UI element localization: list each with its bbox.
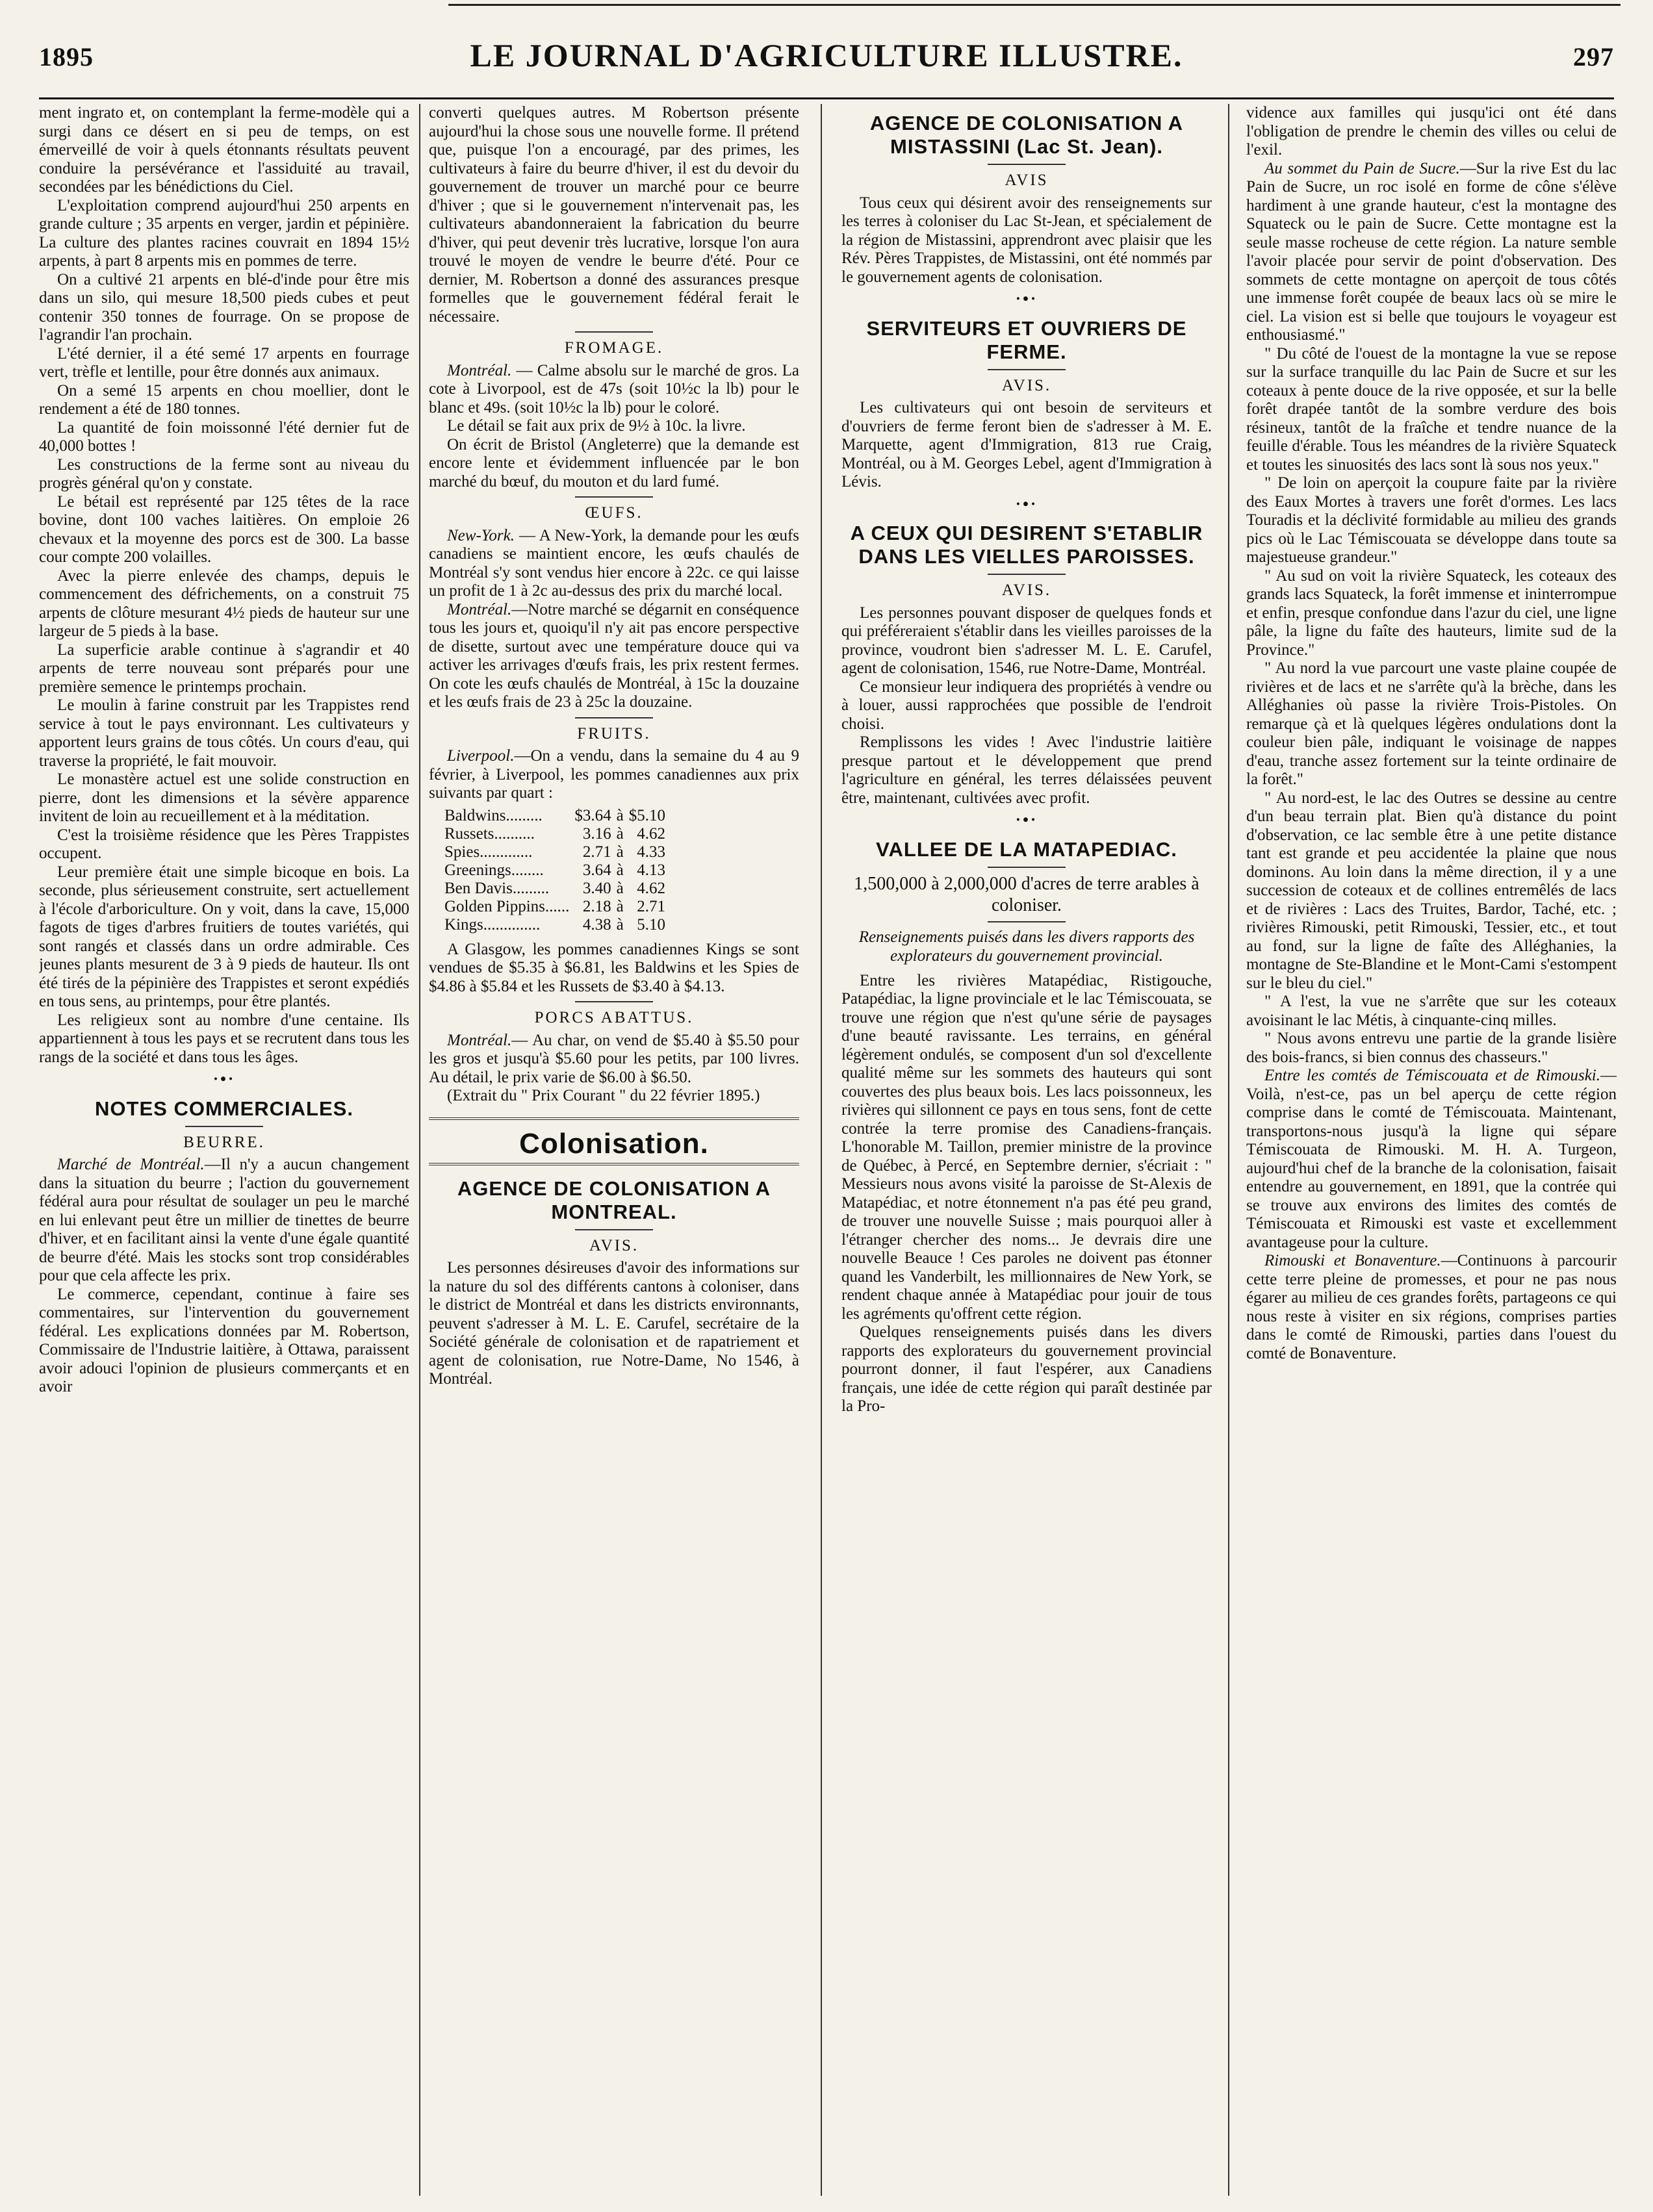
paragraph: Le détail se fait aux prix de 9½ à 10c. la livre. [447, 417, 746, 435]
paragraph: —On a vendu, dans la semaine du 4 au 9 février, à Liverpool, les pommes canadiennes aux prix suivants par quart : [429, 747, 799, 802]
paragraph: —Notre marché se dégarnit en conséquence tous les jours et, quoiqu'il n'y ait pas encore perspective de disette, surtout avec une température douce qui va activer les arrivages d'œufs frais, les prix restent fermes. On cote les œufs chaulés de Montréal, à 15c la douzaine et les œufs frais de 23 à 25c la douzaine. [429, 600, 799, 711]
paragraph: Les religieux sont au nombre d'une centaine. Ils appartiennent à tous les pays et se recrutent dans tous les rangs de la société et dans tous les âges. [39, 1011, 409, 1066]
inline-lead: Rimouski et Bonaventure. [1264, 1252, 1441, 1269]
apple-price-table [444, 807, 671, 934]
table-cell: 4.62 [637, 824, 665, 843]
oeufs-heading: ŒUFS. [585, 504, 643, 522]
column-2 [429, 104, 799, 2196]
paragraph: — Au char, on vend de $5.40 à $5.50 pour les gros et jusqu'à $5.60 pour les petits, par 100 livres. Au détail, le prix varie de $6.00 à $6.50. [429, 1031, 799, 1086]
paragraph: " De loin on aperçoit la coupure faite par la rivière des Eaux Mortes à travers une forêt d'ormes. Les lacs Touradis et la déclivité formidable au milieu des grands pics où le Lac Témiscouata se développe dans toute sa majestueuse grandeur." [1246, 474, 1617, 566]
serviteurs-heading: SERVITEURS ET OUVRIERS DE FERME. [866, 316, 1187, 363]
column-separator [821, 104, 822, 2196]
top-rule [448, 4, 1621, 6]
paragraph: Le commerce, cependant, continue à faire ses commentaires, sur l'intervention du gouvernement fédéral. Les explications données par M. Robertson, Commissaire de l'Industrie laitière, à Ottawa, paraissent avoir adouci l'opinion de plusieurs commerçants et en avoir [39, 1285, 409, 1395]
column-1 [39, 104, 409, 2196]
paragraph: Le monastère actuel est une solide construction en pierre, dont les dimensions et la sévère apparence invitent de loin au recueillement et à la méditation. [39, 770, 409, 825]
table-cell: à [616, 915, 624, 934]
paragraph: " Au nord-est, le lac des Outres se dessine au centre d'un beau terrain plat. Bien qu'à distance du point d'observation, ce lac semble être à une petite distance tant est grande et peu accidentée la plaine que nous dominons. Au loin dans la même direction, il y a une succession de coteaux et de collines entremêlés de lacs et de rivières : Lacs des Truites, Bardor, Taché, etc. ; rivières Rimouski, petit Rimouski, Tessier, etc., et tout au fond, sur la ligne de faîte des Alléghanies, la montagne de Ste-Blandine et le Mont-Cami s'estompent sur le bleu du ciel." [1246, 789, 1617, 992]
header-rule [39, 97, 1614, 99]
paragraph: L'exploitation comprend aujourd'hui 250 arpents en grande culture ; 35 arpents en verger, jardin et pépinière. La culture des plantes racines couvrait en 1894 15½ arpents, à part 8 arpents mis en pommes de terre. [39, 196, 409, 270]
inline-lead: Montréal. [447, 361, 512, 379]
table-cell: à [616, 897, 624, 915]
table-cell: 4.62 [637, 879, 665, 897]
column-4 [1246, 104, 1617, 2196]
ornament-divider: ·•· [1015, 495, 1038, 513]
vallee-source-note: Renseignements puisés dans les divers rapports des explorateurs du gouvernement provincial. [858, 928, 1195, 965]
paragraph: Remplissons les vides ! Avec l'industrie laitière presque partout et le développement que prend l'agriculture en général, les terres délaissées peuvent être, maintenant, cultivées avec profit. [841, 733, 1212, 807]
table-cell: Kings.............. [444, 915, 541, 934]
paragraph: Avec la pierre enlevée des champs, depuis le commencement des défrichements, on a construit 75 arpents de clôture mesurant 4½ pieds de hauteur sur une largeur de 5 pieds à la base. [39, 566, 409, 640]
agence-mistassini-heading: AGENCE DE COLONISATION A MISTASSINI (Lac St. Jean). [869, 112, 1184, 158]
citation: (Extrait du " Prix Courant " du 22 février 1895.) [447, 1087, 760, 1104]
table-cell: à [616, 879, 624, 897]
inline-lead: Montréal. [447, 1031, 512, 1049]
short-rule [988, 867, 1066, 868]
paragraph: vidence aux familles qui jusqu'ici ont été dans l'obligation de prendre le chemin des villes ou celui de l'exil. [1246, 104, 1617, 159]
paragraph: C'est la troisième résidence que les Pères Trappistes occupent. [39, 826, 409, 862]
inline-lead: New-York. [447, 526, 515, 544]
table-cell: Ben Davis......... [444, 879, 550, 897]
paragraph: Quelques renseignements puisés dans les divers rapports des explorateurs du gouvernement provincial pourront donner, il faut l'espérer, aux Canadiens français, une idée de cette région qui paraît destinée par la Pro- [841, 1323, 1212, 1415]
table-row [444, 843, 671, 861]
paragraph: Entre les rivières Matapédiac, Ristigouche, Patapédiac, la ligne provinciale et le lac Témiscouata, se trouve une région que n'est qu'une série de paysages d'une beauté ravissante. Les terrains, en général légèrement ondulés, se composent d'un sol d'excellente qualité même sur les sommets des hauteurs qui sont couvertes des plus beaux bois. Les lacs poissonneux, les rivières qui sillonnent ce pays en tous sens, font de cette contrée la terre promise des Canadiens-français. L'honorable M. Taillon, premier ministre de la province de Québec, à Percé, en Septembre dernier, s'écriait : " Messieurs nous avons visité la paroisse de St-Alexis de Matapédiac, et notre étonnement n'a pas été peu grand, de trouver une nouvelle Suisse ; mais pourquoi aller à l'étranger chercher des noms... Je devrais dire une nouvelle Beauce ! Ces paroles ne doivent pas étonner quand les Vanderbilt, les millionnaires de New York, se rendent chaque année à Matapédiac pour jouir de tous les agréments qu'offrent cette région. [841, 971, 1212, 1323]
paragraph: Les personnes pouvant disposer de quelques fonds et qui préféreraient s'établir dans les vieilles paroisses de la province, voudront bien s'adresser M. L. E. Carufel, agent de colonisation, 1546, rue Notre-Dame, Montréal. [841, 604, 1212, 677]
table-cell: à [616, 843, 624, 861]
short-rule [575, 331, 653, 333]
table-row [444, 825, 671, 843]
colonisation-heading: Colonisation. [519, 1127, 709, 1160]
paragraph: Le moulin à farine construit par les Trappistes rend service à tout le pays environnant. Les cultivateurs y apportent leurs grains de tous côtés. Un cours d'eau, qui traverse la propriété, le fait mouvoir. [39, 696, 409, 770]
short-rule [575, 717, 653, 718]
column-separator [1228, 104, 1229, 2196]
paragraph: La quantité de foin moissonné l'été dernier fut de 40,000 bottes ! [39, 418, 409, 455]
short-rule [575, 1229, 653, 1230]
table-cell: Greenings........ [444, 861, 544, 879]
short-rule [988, 921, 1066, 922]
table-cell: à [616, 861, 624, 879]
paragraph: " Au sud on voit la rivière Squateck, les coteaux des grands lacs Squateck, la forêt immense et ininterrompue et enfin, presque confondue dans l'azur du ciel, une ligne pâle, la ligne du faîte des hauteurs, limite sud de la Province." [1246, 566, 1617, 659]
paragraph: L'été dernier, il a été semé 17 arpents en fourrage vert, trèfle et lentille, pour être donnés aux animaux. [39, 344, 409, 381]
paragraph: —Continuons à parcourir cette terre pleine de promesses, et pour ne pas nous égarer au milieu de ces grandes forêts, partageons ce qui nous reste à visiter en six régions, comprises parties dans le comté de Rimouski, parties dans l'ouest du comté de Bonaventure. [1246, 1252, 1617, 1362]
journal-title: LE JOURNAL D'AGRICULTURE ILLUSTRE. [470, 37, 1183, 73]
notes-commerciales-heading: NOTES COMMERCIALES. [95, 1097, 353, 1120]
table-row [444, 880, 671, 898]
table-cell: à [616, 824, 624, 843]
paragraph: " Du côté de l'ouest de la montagne la vue se repose sur la surface tranquille du lac Pain de Sucre et sur les coteaux à pente douce de la rive opposée, et sur la belle forêt drapée tantôt de la sombre verdure des bois résineux, tantôt de la fraîche et tendre nuance de la feuille d'érable. Tous les méandres de la rivière Squateck et toutes les sinuosités des lacs sont là sous nos yeux." [1246, 344, 1617, 474]
fruits-heading: FRUITS. [577, 724, 651, 743]
inline-lead: Liverpool. [447, 747, 515, 765]
paragraph: On a cultivé 21 arpents en blé-d'inde pour être mis dans un silo, qui mesure 18,500 pieds cubes et peut contenir 350 tonnes de fourrage. On se propose de l'agrandir l'an prochain. [39, 270, 409, 344]
avis-heading: AVIS. [1001, 581, 1052, 599]
inline-lead: Montréal. [447, 600, 512, 618]
paragraph: Ce monsieur leur indiquera des propriétés à vendre ou à louer, aussi rapprochées que possible de l'endroit choisi. [841, 678, 1212, 733]
paragraph: Les cultivateurs qui ont besoin de serviteurs et d'ouvriers de ferme feront bien de s'adresser à M. E. Marquette, agent d'Immigration, 813 rue Craig, Montréal, ou à M. Georges Lebel, agent d'Immigration à Lévis. [841, 399, 1212, 490]
inline-lead: Au sommet du Pain de Sucre. [1264, 159, 1460, 177]
short-rule [988, 574, 1066, 575]
newspaper-page [32, 0, 1621, 2212]
table-cell: 3.40 [582, 879, 611, 897]
table-cell: 3.64 [582, 861, 611, 879]
paragraph: Les constructions de la ferme sont au niveau du progrès général qu'on y constate. [39, 455, 409, 492]
vallee-subheading: 1,500,000 à 2,000,000 d'acres de terre arables à coloniser. [854, 873, 1199, 915]
paragraph: On a semé 15 arpents en chou moellier, dont le rendement a été de 180 tonnes. [39, 381, 409, 418]
table-cell: 2.71 [582, 843, 611, 861]
paragraph: Les personnes désireuses d'avoir des informations sur la nature du sol des différents cantons à coloniser, dans le district de Montréal et dans les districts environnants, peuvent s'adresser à M. L. E. Carufel, secrétaire de la Société générale de colonisation et de rapatriement et agent de colonisation, rue Notre-Dame, No 1546, à Montréal. [429, 1259, 799, 1388]
paragraph: —Il n'y a aucun changement dans la situation du beurre ; l'action du gouvernement fédéral aura pour résultat de soulager un peu le marché en lui enlevant peut être un millier de tinettes de beurre d'hiver, et en facilitant ainsi la vente d'une égale quantité de beurre d'été. Mais les stocks sont trop considérables pour que cela affecte les prix. [39, 1156, 409, 1284]
table-cell: $5.10 [628, 806, 665, 824]
table-cell: 4.38 [582, 915, 611, 934]
ornament-divider: ·•· [212, 1071, 236, 1088]
paragraph: Le bétail est représenté par 125 têtes de la race bovine, dont 100 vaches laitières. On emploie 26 chevaux et la moyenne des porcs est de 300. La basse cour compte 200 volailles. [39, 492, 409, 566]
page-number: 297 [1573, 42, 1614, 71]
table-cell: Golden Pippins...... [444, 897, 570, 915]
vallee-heading: VALLEE DE LA MATAPEDIAC. [876, 837, 1177, 861]
column-separator [419, 104, 420, 2196]
fromage-heading: FROMAGE. [564, 339, 664, 357]
inline-lead: Marché de Montréal. [57, 1156, 205, 1173]
paragraph: —Sur la rive Est du lac Pain de Sucre, un roc isolé en forme de cône s'élève hardiment à une grande hauteur, c'est la montagne des Squateck ou le pain de Sucre. Cette montagne est la seule masse rocheuse de cette région. La nature semble l'avoir placée pour servir de point d'observation. Des sommets de cette montagne on aperçoit de tous côtés une immense forêt coupée de beaux lacs où se mire le ciel. La vision est si belle que toujours le voyageur est enthousiasmé." [1246, 159, 1617, 344]
table-cell: 5.10 [637, 915, 665, 934]
short-rule [185, 1126, 263, 1127]
table-cell: 2.18 [582, 897, 611, 915]
table-cell: 3.16 [582, 824, 611, 843]
table-row [444, 807, 671, 825]
short-rule [988, 369, 1066, 370]
paragraph: ment ingrato et, on contemplant la ferme-modèle qui a surgi dans ce désert en si peu de temps, on est émerveillé de voir à quels étonnants résultats peuvent conduire la persévérance et l'assiduité au travail, secondées par les bénédictions du Ciel. [39, 104, 409, 196]
table-cell: Russets.......... [444, 824, 535, 843]
colonisation-banner [429, 1117, 799, 1165]
vieilles-paroisses-heading: A CEUX QUI DESIRENT S'ETABLIR DANS LES VIELLES PAROISSES. [850, 522, 1203, 568]
table-cell: à [616, 806, 624, 824]
paragraph: converti quelques autres. M Robertson présente aujourd'hui la chose sous une nouvelle forme. Il prétend que, puisque l'on a encouragé, par des primes, les cultivateurs à faire du beurre d'hiver, il est du devoir du gouvernement de trouver un marché pour ce beurre d'hiver ; que si le gouvernement n'intervenait pas, les cultivateurs abandonneraient la fabrication du beurre d'hiver, qui peut devenir très lucrative, lorsque l'on aura trouvé le moyen de vendre le beurre d'été. Pour ce dernier, M. Robertson a donné des assurances presque formelles que le gouvernement fédéral ferait le nécessaire. [429, 104, 799, 325]
paragraph: " A l'est, la vue ne s'arrête que sur les coteaux avoisinant le lac Métis, à cinquante-cinq milles. [1246, 993, 1617, 1029]
short-rule [575, 496, 653, 498]
paragraph: A Glasgow, les pommes canadiennes Kings se sont vendues de $5.35 à $6.81, les Baldwins et les Spies de $4.86 à $5.84 et les Russets de $3.40 à $4.13. [429, 940, 799, 995]
ornament-divider: ·•· [1015, 811, 1038, 829]
avis-heading: AVIS. [1001, 376, 1052, 394]
agence-montreal-heading: AGENCE DE COLONISATION A MONTREAL. [457, 1176, 771, 1223]
table-cell: 4.33 [637, 843, 665, 861]
ornament-divider: ·•· [1015, 290, 1038, 308]
paragraph: On écrit de Bristol (Angleterre) que la demande est encore lente et évidemment influencée par le bon marché du bœuf, du mouton et du lard fumé. [429, 435, 799, 490]
inline-lead: Entre les comtés de Témiscouata et de Rimouski. [1264, 1067, 1600, 1084]
paragraph: " Nous avons entrevu une partie de la grande lisière des bois-francs, si bien connus des chasseurs." [1246, 1030, 1617, 1066]
porcs-heading: PORCS ABATTUS. [534, 1009, 694, 1026]
table-cell: Spies............. [444, 843, 533, 861]
paragraph: " Au nord la vue parcourt une vaste plaine coupée de rivières et de lacs et ne s'arrête qu'à la brèche, dans les Alléghanies où passe la rivière Trois-Pistoles. On remarque çà et là quelques légères ondulations dont la couleur bien pâle, indiquant le voisinage de nappes d'eau, tranche assez fortement sur la teinte ordinaire de la forêt." [1246, 659, 1617, 788]
table-cell: 2.71 [637, 897, 665, 915]
table-cell: Baldwins......... [444, 806, 543, 824]
table-row [444, 916, 671, 934]
avis-heading: AVIS. [589, 1236, 639, 1254]
short-rule [988, 164, 1066, 165]
table-cell: $3.64 [574, 806, 611, 824]
paragraph: Tous ceux qui désirent avoir des renseignements sur les terres à coloniser du Lac St-Jean, et spécialement de la région de Mistassini, apprendront avec plaisir que les Rév. Pères Trappistes, de Mistassini, ont été nommés par le gouvernement agents de colonisation. [841, 194, 1212, 286]
avis-heading: AVIS [1005, 172, 1049, 189]
table-cell: 4.13 [637, 861, 665, 879]
paragraph: —Voilà, n'est-ce, pas un bel aperçu de cette région comprise dans le comté de Témiscouata. Maintenant, transportons-nous jusqu'à la ligne qui sépare Témiscouata de Rimouski. M. H. A. Turgeon, aujourd'hui chef de la branche de la colonisation, faisait entendre au gouvernement, en 1891, que la contrée qui se trouve aux environs des limites des comtés de Témiscouata et Rimouski est vaste et excellemment avantageuse pour la culture. [1246, 1067, 1617, 1251]
header-year: 1895 [39, 42, 94, 71]
page-header [39, 36, 1614, 95]
table-row [444, 861, 671, 880]
short-rule [575, 1001, 653, 1002]
column-3 [841, 104, 1212, 2196]
paragraph: La superficie arable continue à s'agrandir et 40 arpents de terre nouveau sont préparés pour une première semence le printemps prochain. [39, 641, 409, 696]
beurre-heading: BEURRE. [183, 1133, 265, 1151]
paragraph: Leur première était une simple bicoque en bois. La seconde, plus sérieusement construite, sert actuellement à l'école d'arboriculture. On y voit, dans la cave, 15,000 fagots de tiges d'arbres fruitiers de toutes variétés, qui sont rangés et classés dans un ordre admirable. Ces jeunes plants mesurent de 3 à 9 pieds de hauteur. Ils ont été tirés de la pépinière des Trappistes et seront expédiés en tous sens, au printemps, pour être plantés. [39, 863, 409, 1010]
paragraph: — Calme absolu sur le marché de gros. La cote à Livorpool, est de 47s (soit 10½c la lb) pour le blanc et 49s. (soit 10½c la lb) pour le coloré. [429, 361, 799, 416]
paragraph: — A New-York, la demande pour les œufs canadiens se maintient encore, les œufs chaulés de Montréal s'y sont vendus hier encore à 22c. ce qui laisse un profit de 1 à 2c au-dessus des prix du marché local. [429, 526, 799, 600]
table-row [444, 898, 671, 916]
